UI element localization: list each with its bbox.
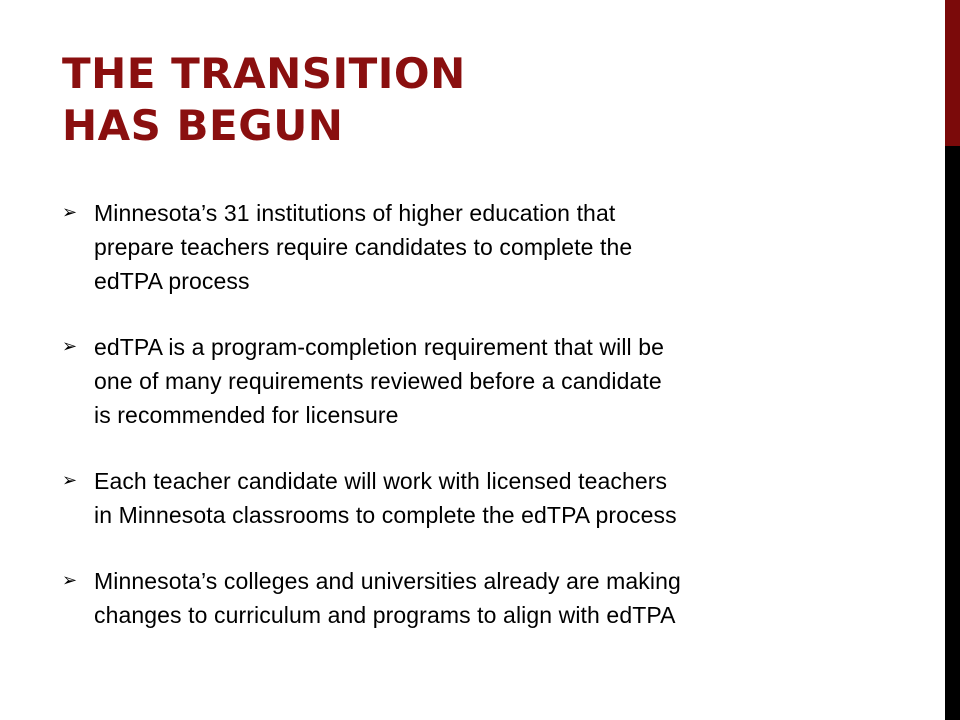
title-line: HAS BEGUN bbox=[62, 101, 344, 150]
arrowhead-bullet-icon: ➢ bbox=[62, 470, 78, 491]
bullet-item bbox=[62, 196, 852, 298]
bullet-list bbox=[62, 196, 852, 664]
bullet-item bbox=[62, 564, 852, 632]
bullet-text-line: changes to curriculum and programs to align with edTPA bbox=[94, 602, 676, 628]
arrowhead-bullet-icon: ➢ bbox=[62, 202, 78, 223]
bullet-text-line: prepare teachers require candidates to complete the bbox=[94, 234, 633, 260]
bullet-text-line: is recommended for licensure bbox=[94, 402, 399, 428]
bullet-text-line: edTPA process bbox=[94, 268, 250, 294]
title-line: THE TRANSITION bbox=[62, 49, 466, 98]
accent-bar-top bbox=[945, 0, 960, 146]
bullet-text-line: Each teacher candidate will work with licensed teachers bbox=[94, 468, 668, 494]
accent-bar-bottom bbox=[945, 146, 960, 720]
bullet-item bbox=[62, 464, 852, 532]
bullet-text-line: edTPA is a program-completion requirement that will be bbox=[94, 334, 665, 360]
bullet-item bbox=[62, 330, 852, 432]
bullet-text-line: one of many requirements reviewed before a candidate bbox=[94, 368, 662, 394]
slide-title bbox=[62, 48, 882, 152]
bullet-text-line: Minnesota’s 31 institutions of higher education that bbox=[94, 200, 616, 226]
arrowhead-bullet-icon: ➢ bbox=[62, 570, 78, 591]
bullet-text-line: Minnesota’s colleges and universities already are making bbox=[94, 568, 681, 594]
arrowhead-bullet-icon: ➢ bbox=[62, 336, 78, 357]
bullet-text-line: in Minnesota classrooms to complete the edTPA process bbox=[94, 502, 677, 528]
